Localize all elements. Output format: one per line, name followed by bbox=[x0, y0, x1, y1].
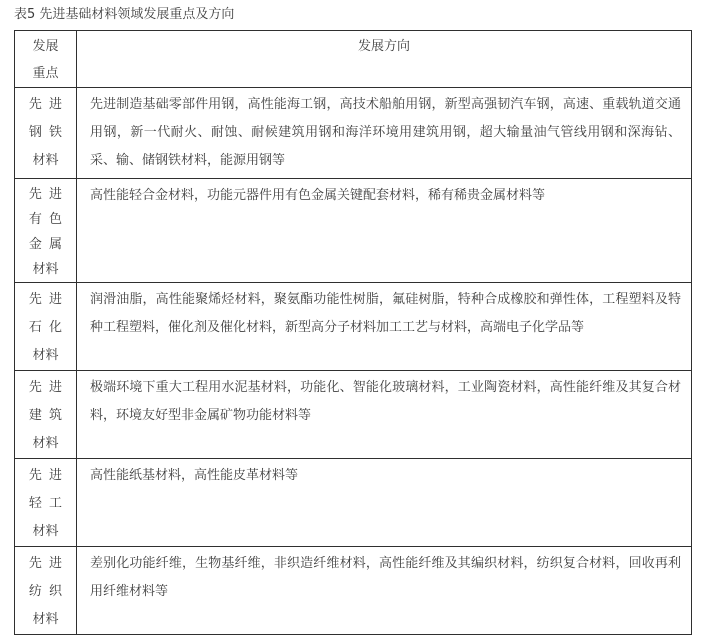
header-direction bbox=[77, 31, 692, 88]
focus-label-line: 材料 bbox=[32, 153, 59, 168]
direction-text-building: 极端环境下重大工程用水泥基材料，功能化、智能化玻璃材料，工业陶瓷材料，高性能纤维及其复合材料，环境友好型非金属矿物功能材料等 bbox=[77, 371, 692, 459]
focus-label-line: 建 筑 bbox=[28, 408, 63, 423]
focus-label-line: 材料 bbox=[32, 612, 59, 627]
focus-label-nonferrous bbox=[15, 179, 77, 283]
focus-label-line: 先 进 bbox=[28, 292, 63, 307]
focus-label-line: 石 化 bbox=[28, 320, 63, 335]
materials-table bbox=[14, 30, 692, 635]
direction-text-nonferrous: 高性能轻合金材料，功能元器件用有色金属关键配套材料，稀有稀贵金属材料等 bbox=[77, 179, 692, 283]
focus-label-steel bbox=[15, 88, 77, 179]
table-row bbox=[15, 179, 692, 283]
table-caption: 表5 先进基础材料领域发展重点及方向 bbox=[14, 7, 235, 22]
table-header-row bbox=[15, 31, 692, 88]
focus-label-line: 先 进 bbox=[28, 556, 63, 571]
focus-label-line: 先 进 bbox=[28, 97, 63, 112]
focus-label-line: 先 进 bbox=[28, 380, 63, 395]
focus-label-line: 材料 bbox=[32, 348, 59, 363]
focus-label-line: 有 色 bbox=[28, 212, 63, 227]
focus-label-line: 材料 bbox=[32, 436, 59, 451]
focus-label-textile bbox=[15, 547, 77, 635]
header-direction-label: 发展方向 bbox=[357, 39, 410, 54]
focus-label-building bbox=[15, 371, 77, 459]
focus-label-line: 轻 工 bbox=[28, 496, 63, 511]
focus-label-line: 纺 织 bbox=[28, 584, 63, 599]
focus-label-line: 先 进 bbox=[28, 187, 63, 202]
focus-label-line: 钢 铁 bbox=[28, 125, 63, 140]
direction-text-petrochemical: 润滑油脂，高性能聚烯烃材料，聚氨酯功能性树脂，氟硅树脂，特种合成橡胶和弹性体，工程塑料及特种工程塑料，催化剂及催化材料，新型高分子材料加工工艺与材料，高端电子化学品等 bbox=[77, 283, 692, 371]
direction-text-steel: 先进制造基础零部件用钢，高性能海工钢，高技术船舶用钢，新型高强韧汽车钢，高速、重载轨道交通用钢，新一代耐火、耐蚀、耐候建筑用钢和海洋环境用建筑用钢，超大输量油气管线用钢和深海钻、采、输、储钢铁材料，能源用钢等 bbox=[77, 88, 692, 179]
focus-label-line: 材料 bbox=[32, 524, 59, 539]
table-row bbox=[15, 88, 692, 179]
focus-label-line: 先 进 bbox=[28, 468, 63, 483]
header-focus-line: 重点 bbox=[32, 66, 59, 81]
table-row bbox=[15, 371, 692, 459]
header-focus-line: 发展 bbox=[32, 39, 59, 54]
direction-text-textile: 差别化功能纤维，生物基纤维，非织造纤维材料，高性能纤维及其编织材料，纺织复合材料，回收再利用纤维材料等 bbox=[77, 547, 692, 635]
table-row bbox=[15, 283, 692, 371]
focus-label-line: 材料 bbox=[32, 262, 59, 277]
table-row bbox=[15, 547, 692, 635]
focus-label-petrochemical bbox=[15, 283, 77, 371]
direction-text-light-industry: 高性能纸基材料，高性能皮革材料等 bbox=[77, 459, 692, 547]
header-focus bbox=[15, 31, 77, 88]
focus-label-line: 金 属 bbox=[28, 237, 63, 252]
table-row bbox=[15, 459, 692, 547]
focus-label-light-industry bbox=[15, 459, 77, 547]
